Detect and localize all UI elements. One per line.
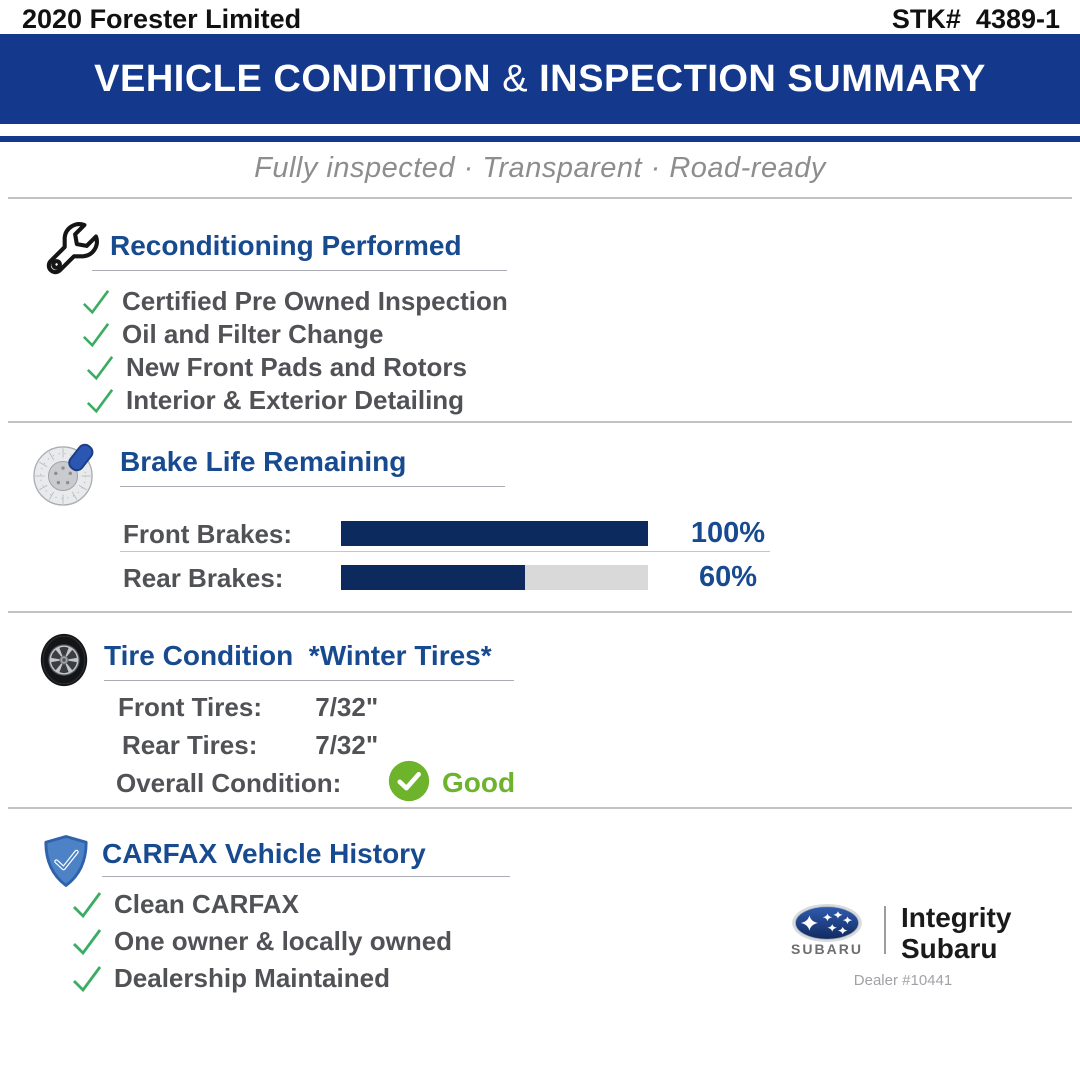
rear-brakes-percent: 60% [698,561,758,593]
brake-disc-icon [32,440,98,508]
check-icon [80,321,112,349]
recon-item [80,319,383,350]
banner-title [94,58,986,101]
wrench-icon [26,212,108,296]
check-icon [70,890,104,920]
brake-row-divider [120,551,770,552]
banner-accent-line [0,136,1080,142]
banner-title-left: VEHICLE CONDITION [94,57,503,100]
carfax-item [70,926,452,957]
check-icon [84,387,116,415]
overall-condition-label: Overall Condition: [116,768,342,798]
check-icon [84,354,116,382]
recon-item-label: Oil and Filter Change [122,319,384,349]
brakes-underline [120,486,505,487]
section-divider [8,611,1072,613]
banner-ampersand: & [502,57,529,100]
reconditioning-title: Reconditioning Performed [110,230,462,261]
dealer-name-line2: Subaru [901,933,998,965]
brakes-title: Brake Life Remaining [120,446,407,477]
dealer-name-line1: Integrity [901,902,1012,933]
section-divider [8,197,1072,199]
vehicle-title: 2020 Forester Limited [22,4,302,34]
carfax-shield-icon [42,834,90,888]
section-divider [8,421,1072,423]
rear-brakes-bar-track [341,565,648,590]
recon-item [80,286,508,317]
rear-brakes-bar-fill [341,565,525,590]
check-icon [80,288,112,316]
dealer-name [901,902,1011,965]
stock-number: STK# 4389-1 [891,4,1060,34]
recon-item [84,352,467,383]
tire-icon [35,630,93,690]
carfax-underline [102,876,510,877]
recon-item [84,385,464,416]
recon-item-label: Certified Pre Owned Inspection [122,286,508,316]
footer-divider [884,906,886,954]
carfax-item-label: One owner & locally owned [114,926,453,956]
front-tires-label: Front Tires: [118,692,262,722]
rear-brakes-label: Rear Brakes: [123,563,284,593]
carfax-title: CARFAX Vehicle History [102,838,426,869]
recon-item-label: New Front Pads and Rotors [126,352,467,382]
front-tires-value: 7/32" [315,692,379,722]
tagline: Fully inspected · Transparent · Road-ready [254,152,826,184]
subaru-wordmark: SUBARU [791,941,863,957]
recon-item-label: Interior & Exterior Detailing [126,385,465,415]
tires-underline [104,680,514,681]
check-icon [70,964,104,994]
front-brakes-bar-track [341,521,648,546]
banner-title-right: INSPECTION SUMMARY [528,57,986,100]
subaru-logo [789,903,865,943]
good-check-icon [388,760,430,802]
carfax-item [70,889,299,920]
tires-title: Tire Condition *Winter Tires* [104,640,492,671]
overall-condition-value: Good [442,767,516,798]
dealer-number: Dealer #10441 [853,972,953,989]
rear-tires-label: Rear Tires: [122,730,258,760]
check-icon [70,927,104,957]
section-divider [8,807,1072,809]
front-brakes-label: Front Brakes: [123,519,293,549]
carfax-item-label: Clean CARFAX [114,889,299,919]
reconditioning-underline [92,270,507,271]
rear-tires-row [122,730,378,761]
front-brakes-bar-fill [341,521,648,546]
front-tires-row [118,692,378,723]
banner [0,34,1080,124]
front-brakes-percent: 100% [690,517,766,549]
carfax-item-label: Dealership Maintained [114,963,390,993]
carfax-item [70,963,390,994]
rear-tires-value: 7/32" [315,730,379,760]
